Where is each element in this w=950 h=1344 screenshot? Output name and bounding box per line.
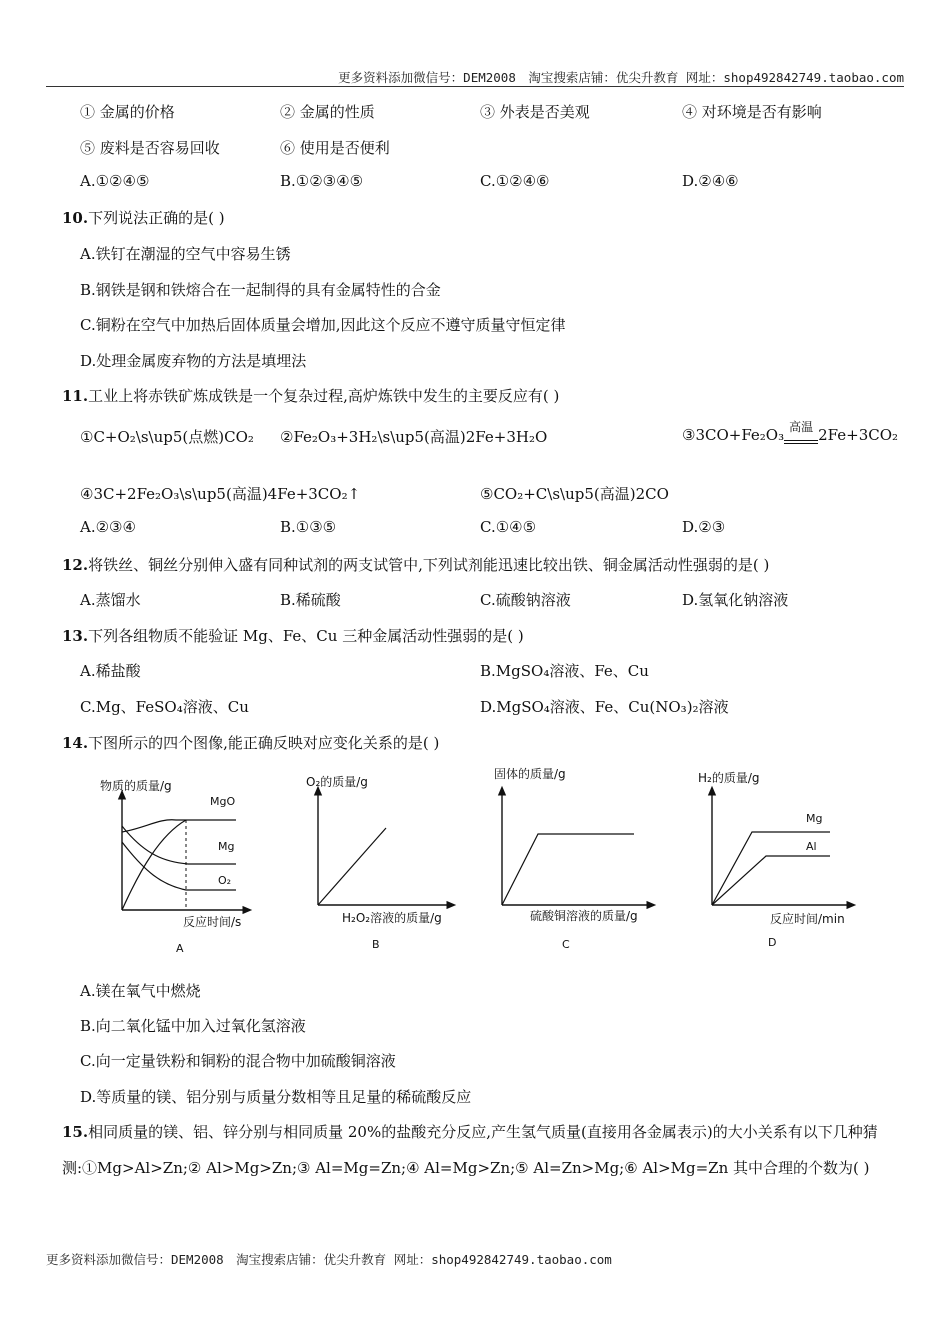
q12-option-d: D.氢氧化钠溶液 — [682, 591, 789, 609]
q13-number: 13. — [62, 627, 89, 645]
q9-option-c: C.①②④⑥ — [480, 172, 550, 190]
q10-stem — [62, 207, 225, 228]
graph-b-ylabel: O₂的质量/g — [306, 775, 368, 789]
q9-option-b: B.①②③④⑤ — [280, 172, 364, 190]
q11-text: 工业上将赤铁矿炼成铁是一个复杂过程,高炉炼铁中发生的主要反应有( ) — [88, 387, 560, 405]
graph-c — [494, 766, 652, 951]
q10-option-b: B.钢铁是钢和铁熔合在一起制得的具有金属特性的合金 — [80, 281, 441, 299]
graph-b-xlabel: H₂O₂溶液的质量/g — [342, 911, 442, 925]
q11-number: 11. — [62, 387, 89, 405]
graph-a-line-mg: Mg — [218, 840, 235, 853]
q11-reaction-3-right: 2Fe+3CO₂ — [818, 426, 899, 444]
graph-d-xlabel: 反应时间/min — [770, 912, 845, 926]
graph-a-xlabel: 反应时间/s — [183, 915, 242, 929]
q11-reaction-4: ④3C+2Fe₂O₃\s\up5(高温)4Fe+3CO₂↑ — [80, 485, 361, 503]
graph-c-tag: C — [562, 938, 570, 951]
q11-option-b: B.①③⑤ — [280, 518, 337, 536]
page-header: 更多资料添加微信号：DEM2008 淘宝搜索店铺：优尖升教育 网址：shop492842749.taobao.com — [338, 70, 904, 85]
q9-factor-2: ② 金属的性质 — [280, 103, 375, 121]
graph-c-ylabel: 固体的质量/g — [494, 767, 566, 781]
q14-option-d: D.等质量的镁、铝分别与质量分数相等且足量的稀硫酸反应 — [80, 1088, 472, 1106]
graph-c-xlabel: 硫酸铜溶液的质量/g — [530, 909, 638, 923]
q12-option-b: B.稀硫酸 — [280, 591, 341, 609]
graph-a-line-mgo: MgO — [210, 795, 236, 808]
q15-body: 相同质量的镁、铝、锌分别与相同质量 20%的盐酸充分反应,产生氢气质量(直接用各金属表示)的大小关系有以下几种猜测:①Mg>Al>Zn;② Al>Mg>Zn;③ Al=Mg=Zn;④ Al=Mg>Zn;⑤ Al=Zn>Mg;⑥ Al>Mg=Zn 其中合理的个数为( ) — [62, 1123, 878, 1177]
q13-stem — [62, 625, 524, 646]
q13-option-a: A.稀盐酸 — [80, 662, 141, 680]
q14-option-c: C.向一定量铁粉和铜粉的混合物中加硫酸铜溶液 — [80, 1052, 396, 1070]
q11-reaction-2: ②Fe₂O₃+3H₂\s\up5(高温)2Fe+3H₂O — [280, 428, 548, 446]
graph-a-ylabel: 物质的质量/g — [100, 779, 172, 793]
q10-option-a: A.铁钉在潮湿的空气中容易生锈 — [80, 245, 291, 263]
q13-option-b: B.MgSO₄溶液、Fe、Cu — [480, 662, 649, 680]
q14-text: 下图所示的四个图像,能正确反映对应变化关系的是( ) — [88, 734, 440, 752]
graph-a-mgo-rise — [122, 820, 186, 910]
q9-factor-6: ⑥ 使用是否便利 — [280, 139, 390, 157]
q11-reaction-3-left: ③3CO+Fe₂O₃ — [682, 426, 785, 444]
q13-text: 下列各组物质不能验证 Mg、Fe、Cu 三种金属活动性强弱的是( ) — [88, 627, 524, 645]
q11-option-d: D.②③ — [682, 518, 726, 536]
graph-d — [698, 770, 852, 949]
q9-factor-5: ⑤ 废料是否容易回收 — [80, 139, 220, 157]
q14-graphs — [90, 760, 880, 960]
q10-option-d: D.处理金属废弃物的方法是填埋法 — [80, 352, 307, 370]
q11-reaction-3 — [682, 420, 899, 444]
q12-number: 12. — [62, 556, 89, 574]
q11-reaction-1: ①C+O₂\s\up5(点燃)CO₂ — [80, 428, 254, 446]
q13-option-d: D.MgSO₄溶液、Fe、Cu(NO₃)₂溶液 — [480, 698, 729, 716]
graph-a-tag: A — [176, 942, 184, 955]
graph-c-line — [502, 834, 634, 905]
header-rule — [46, 86, 904, 87]
graph-b-tag: B — [372, 938, 380, 951]
q11-option-a: A.②③④ — [80, 518, 136, 536]
q10-text: 下列说法正确的是( ) — [88, 209, 225, 227]
q9-factor-4: ④ 对环境是否有影响 — [682, 103, 822, 121]
q15-text — [62, 1114, 892, 1186]
q9-option-d: D.②④⑥ — [682, 172, 739, 190]
graph-a — [100, 778, 248, 955]
q12-stem — [62, 554, 769, 575]
graph-d-line-al: Al — [806, 840, 817, 853]
q11-reaction-3-sign — [784, 420, 818, 444]
q9-option-a: A.①②④⑤ — [80, 172, 150, 190]
q13-option-c: C.Mg、FeSO₄溶液、Cu — [80, 698, 249, 716]
q15-number: 15. — [62, 1123, 89, 1141]
q14-option-a: A.镁在氧气中燃烧 — [80, 982, 201, 1000]
q14-stem — [62, 732, 439, 753]
graph-d-line-mg: Mg — [806, 812, 823, 825]
q12-option-c: C.硫酸钠溶液 — [480, 591, 571, 609]
graph-d-ylabel: H₂的质量/g — [698, 771, 760, 785]
q14-option-b: B.向二氧化锰中加入过氧化氢溶液 — [80, 1017, 306, 1035]
graph-a-line-o2: O₂ — [218, 874, 232, 887]
graph-d-al-line — [712, 856, 830, 905]
equals-sign-icon — [784, 440, 818, 444]
graph-a-mgo-curve — [122, 820, 236, 832]
q11-reaction-5: ⑤CO₂+C\s\up5(高温)2CO — [480, 485, 669, 503]
graph-d-tag: D — [768, 936, 777, 949]
graph-b — [306, 774, 452, 951]
q11-reaction-3-condition: 高温 — [789, 420, 814, 434]
q11-stem — [62, 385, 559, 406]
graph-b-line — [318, 828, 386, 905]
page-footer: 更多资料添加微信号：DEM2008 淘宝搜索店铺：优尖升教育 网址：shop492842749.taobao.com — [46, 1252, 612, 1267]
q9-factor-3: ③ 外表是否美观 — [480, 103, 590, 121]
q9-factor-1: ① 金属的价格 — [80, 103, 175, 121]
q11-option-c: C.①④⑤ — [480, 518, 537, 536]
q12-text: 将铁丝、铜丝分别伸入盛有同种试剂的两支试管中,下列试剂能迅速比较出铁、铜金属活动性强弱的是( ) — [88, 556, 770, 574]
q10-number: 10. — [62, 209, 89, 227]
q12-option-a: A.蒸馏水 — [80, 591, 141, 609]
q10-option-c: C.铜粉在空气中加热后固体质量会增加,因此这个反应不遵守质量守恒定律 — [80, 316, 566, 334]
q14-number: 14. — [62, 734, 89, 752]
